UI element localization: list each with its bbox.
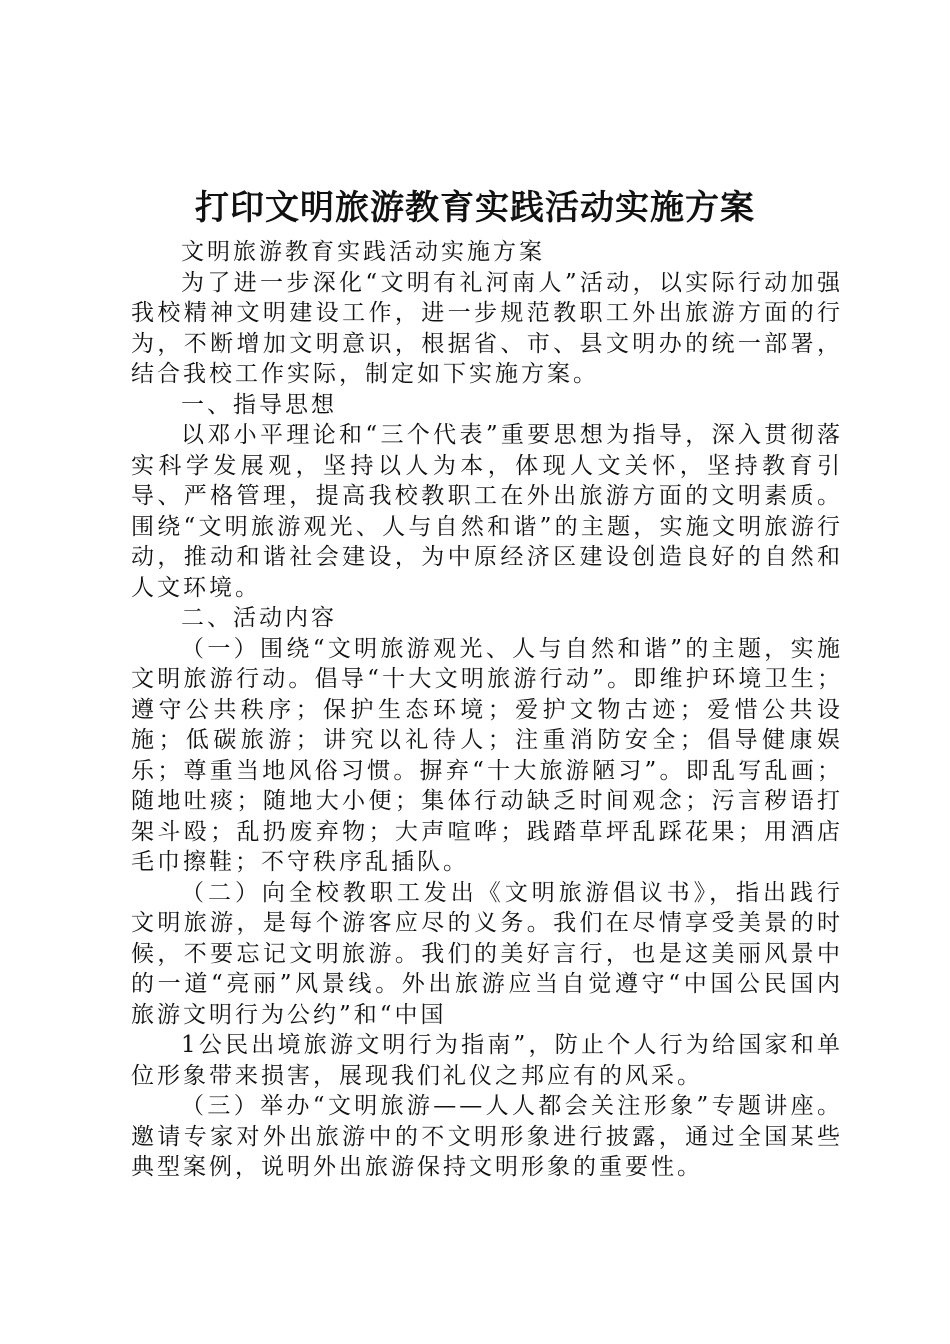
document-body bbox=[131, 237, 843, 1183]
intro-paragraph: 为了进一步深化“文明有礼河南人”活动，以实际行动加强我校精神文明建设工作，进一步规范教职工外出旅游方面的行为，不断增加文明意识，根据省、市、县文明办的统一部署，结合我校工作实际，制定如下实施方案。 bbox=[131, 269, 843, 387]
guiding-thought-paragraph: 以邓小平理论和“三个代表”重要思想为指导，深入贯彻落实科学发展观，坚持以人为本，体现人文关怀，坚持教育引导、严格管理，提高我校教职工在外出旅游方面的文明素质。围绕“文明旅游观光、人与自然和谐”的主题，实施文明旅游行动，推动和谐社会建设，为中原经济区建设创造良好的自然和人文环境。 bbox=[131, 422, 843, 601]
section-heading-activity-content: 二、活动内容 bbox=[181, 605, 337, 631]
subtitle-paragraph: 文明旅游教育实践活动实施方案 bbox=[181, 239, 545, 265]
activity-item-2-paragraph: （二）向全校教职工发出《文明旅游倡议书》，指出践行文明旅游，是每个游客应尽的义务。我们在尽情享受美景的时候，不要忘记文明旅游。我们的美好言行，也是这美丽风景中的一道“亮丽”风景线。外出旅游应当自觉遵守“中国公民国内旅游文明行为公约”和“中国 bbox=[131, 879, 843, 1028]
activity-item-2-continued-paragraph: 1公民出境旅游文明行为指南”，防止个人行为给国家和单位形象带来损害，展现我们礼仪之邦应有的风采。 bbox=[131, 1032, 843, 1089]
document-title: 打印文明旅游教育实践活动实施方案 bbox=[195, 188, 755, 228]
section-heading-guiding-thought: 一、指导思想 bbox=[181, 391, 337, 418]
activity-item-1-paragraph: （一）围绕“文明旅游观光、人与自然和谐”的主题，实施文明旅游行动。倡导“十大文明旅游行动”。即维护环境卫生；遵守公共秩序；保护生态环境；爱护文物古迹；爱惜公共设施；低碳旅游；讲究以礼待人；注重消防安全；倡导健康娱乐；尊重当地风俗习惯。摒弃“十大旅游陋习”。即乱写乱画；随地吐痰；随地大小便；集体行动缺乏时间观念；污言秽语打架斗殴；乱扔废弃物；大声喧哗；践踏草坪乱踩花果；用酒店毛巾擦鞋；不守秩序乱插队。 bbox=[131, 635, 843, 875]
activity-item-3-paragraph: （三）举办“文明旅游——人人都会关注形象”专题讲座。邀请专家对外出旅游中的不文明形象进行披露，通过全国某些典型案例，说明外出旅游保持文明形象的重要性。 bbox=[131, 1093, 843, 1180]
